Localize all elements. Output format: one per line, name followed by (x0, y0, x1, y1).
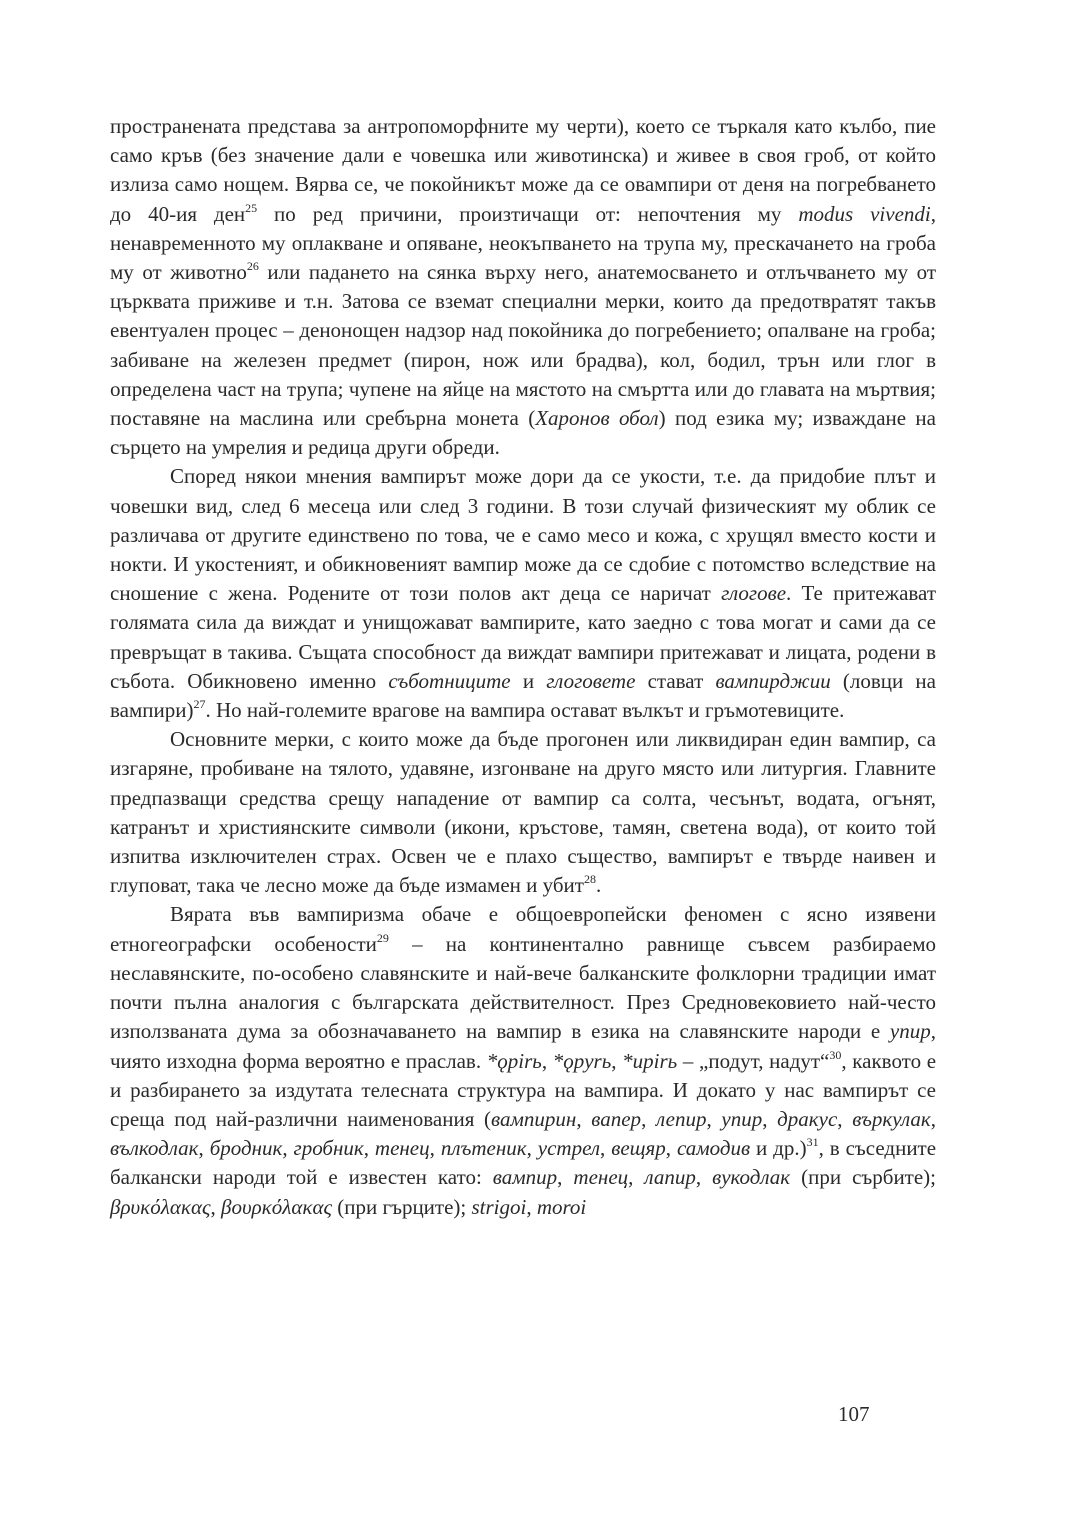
text-run: (ловци на вампири) (110, 668, 936, 723)
page-number: 107 (838, 1402, 870, 1426)
text-run: , (198, 1136, 210, 1161)
italic-text: дракус (777, 1106, 838, 1131)
italic-text: вълкодлак (110, 1136, 199, 1161)
italic-text: самодив (676, 1136, 751, 1161)
text-run: , (282, 1136, 294, 1161)
text-run: , (930, 1106, 936, 1131)
italic-text: modus vivendi (798, 201, 931, 226)
text-run: (при гърците); (332, 1194, 472, 1219)
footnote-ref: 31 (806, 1135, 819, 1150)
text-run: , (837, 1106, 853, 1131)
italic-text: съботниците (388, 668, 511, 693)
text-run: , (557, 1165, 574, 1190)
text-run: – „подут, надут“ (677, 1048, 830, 1073)
footnote-ref: 29 (376, 930, 389, 945)
text-run: , (628, 1165, 645, 1190)
text-run: , (541, 1048, 553, 1073)
text-run: ) под езика му; изваждане на сърцето на умрелия и редица други обреди. (110, 406, 936, 460)
italic-text: вукодлак (712, 1165, 791, 1190)
text-run: , (695, 1165, 713, 1190)
italic-text: вапер (591, 1106, 642, 1131)
italic-text: Харонов обол (535, 406, 659, 431)
italic-text: плътеник (440, 1136, 527, 1161)
text-run: или падането на сянка върху него, анатемосването и отлъчването му от църквата приживе и т.н. Затова се вземат специални мерки, които да предотвратят такъв евентуален процес – денонощен надзор над покойника до погребението; опалване на гроба; забиване на железен предмет (пирон, нож или брадва), кол, бодил, трън или глог в определена част на трупа; чупене на яйце на мястото на смъртта или до главата на мъртвия; поставяне на маслина или сребърна монета ( (110, 260, 936, 431)
paragraph (110, 112, 936, 462)
italic-text: вампирджии (715, 668, 831, 693)
text-run: , (706, 1106, 722, 1131)
italic-text: *upirь (622, 1048, 678, 1073)
italic-text: въркулак (852, 1106, 931, 1131)
italic-text: *ǫpirь (486, 1048, 542, 1073)
footnote-ref: 27 (193, 697, 206, 712)
text-run: , ненавременното му оплакване и опяване, неокъпването на трупа му, прескачането на гроба му от животно (110, 201, 936, 285)
italic-text: лепир (655, 1106, 707, 1131)
text-run: , (611, 1048, 623, 1073)
italic-text: упир (721, 1106, 763, 1131)
paragraph (110, 900, 936, 1221)
italic-text: тенец (573, 1165, 629, 1190)
text-run: , каквото е и разбирането за издутата телесната структура на вампира. И докато у нас вампирът се среща под най-различни наименования ( (110, 1048, 937, 1131)
text-run: , (576, 1106, 592, 1131)
italic-text: вещяр (611, 1136, 666, 1161)
italic-text: moroi (536, 1194, 587, 1219)
text-run: , (429, 1136, 441, 1161)
footnote-ref: 25 (245, 200, 258, 215)
italic-text: бродник (209, 1136, 283, 1161)
footnote-ref: 28 (583, 872, 596, 887)
text-run: Основните мерки, с които може да бъде прогонен или ликвидиран един вампир, са изгаряне, пробиване на тялото, удавяне, изгонване на друго място или литургия. Главните предпазващи средства срещу нападение от вампир са солта, чесънът, водата, огънят, катранът и християнските символи (икони, кръстове, тамян, светена вода), от които той изпитва изключителен страх. Освен че е плахо същество, вампирът е твърде наивен и глуповат, така че лесно може да бъде измамен и убит (110, 727, 936, 898)
italic-text: упир (889, 1019, 931, 1044)
text-run: , (762, 1106, 778, 1131)
text-run: и др.) (750, 1136, 807, 1161)
text-run: (при сърбите); (790, 1165, 937, 1190)
text-run: . (595, 873, 602, 898)
italic-text: устрел (537, 1136, 601, 1161)
italic-text: гробник (293, 1136, 364, 1161)
italic-text: вампир (492, 1165, 558, 1190)
italic-text: глоговете (546, 668, 636, 693)
text-run: , (210, 1194, 221, 1219)
text-run: Вярата във вампиризма обаче е общоевропейски феномен с ясно изявени етногеографски особености (110, 902, 936, 956)
text-run: . Но най-големите врагове на вампира остават вълкът и гръмотевиците. (205, 698, 845, 723)
text-run: , (665, 1136, 677, 1161)
paragraph (110, 462, 936, 725)
text-run: , (600, 1136, 612, 1161)
italic-text: глогове (721, 581, 787, 606)
text-run: Според някои мнения вампирът може дори да се укости, т.е. да придобие плът и човешки вид, след 6 месеца или след 3 години. В този случай физическият му облик се различава от другите единствено по това, че е само месо и кожа, с хрущял вместо кости и нокти. И укостеният, и обикновеният вампир може да се сдобие с потомство вследствие на сношение с жена. Родените от този полов акт деца се наричат (110, 464, 936, 606)
paragraph (110, 725, 936, 900)
text-run: , чиято изходна форма вероятно е праслав. (110, 1019, 936, 1073)
italic-text: тенец (374, 1136, 430, 1161)
footnote-ref: 30 (829, 1047, 842, 1062)
text-run: стават (635, 668, 716, 693)
text-run: по ред причини, произтичащи от: непочтения му (257, 201, 799, 226)
text-run: – на континентално равнище съвсем разбираемо неславянските, по-особено славянските и най-вече балканските фолклорни традиции имат почти пълна аналогия с българската действителност. През Средновековието най-често използваната дума за обозначаването на вампир в езика на славянските народи е (110, 931, 936, 1044)
italic-text: лапир (644, 1165, 696, 1190)
text-run: , (526, 1194, 537, 1219)
italic-text: вампирин (491, 1106, 577, 1131)
text-run: . Те притежават голямата сила да виждат и унищожават вампирите, като заедно с това могат и сами да се превръщат в такива. Същата способност да виждат вампири притежават и лицата, родени в събота. Обикновено именно (110, 581, 937, 693)
italic-text: βρυκόλακας (110, 1194, 211, 1219)
italic-text: strigoi (471, 1194, 527, 1219)
text-run: , (526, 1136, 538, 1161)
italic-text: *ǫpyrь (552, 1048, 612, 1073)
italic-text: βουρκόλακας (221, 1194, 332, 1219)
text-run: и (510, 668, 547, 693)
document-body (110, 112, 936, 1222)
text-run: , в съседните балкански народи той е известен като: (110, 1136, 937, 1190)
text-run: пространената представа за антропоморфните му черти), което се търкаля като кълбо, пие само кръв (без значение дали е човешка или животинска) и живее в своя гроб, от който излиза само нощем. Вярва се, че покойникът може да се овампири от деня на погребването до 40-ия ден (110, 114, 936, 226)
text-run: , (363, 1136, 375, 1161)
text-run: , (641, 1106, 656, 1131)
footnote-ref: 26 (246, 259, 259, 274)
